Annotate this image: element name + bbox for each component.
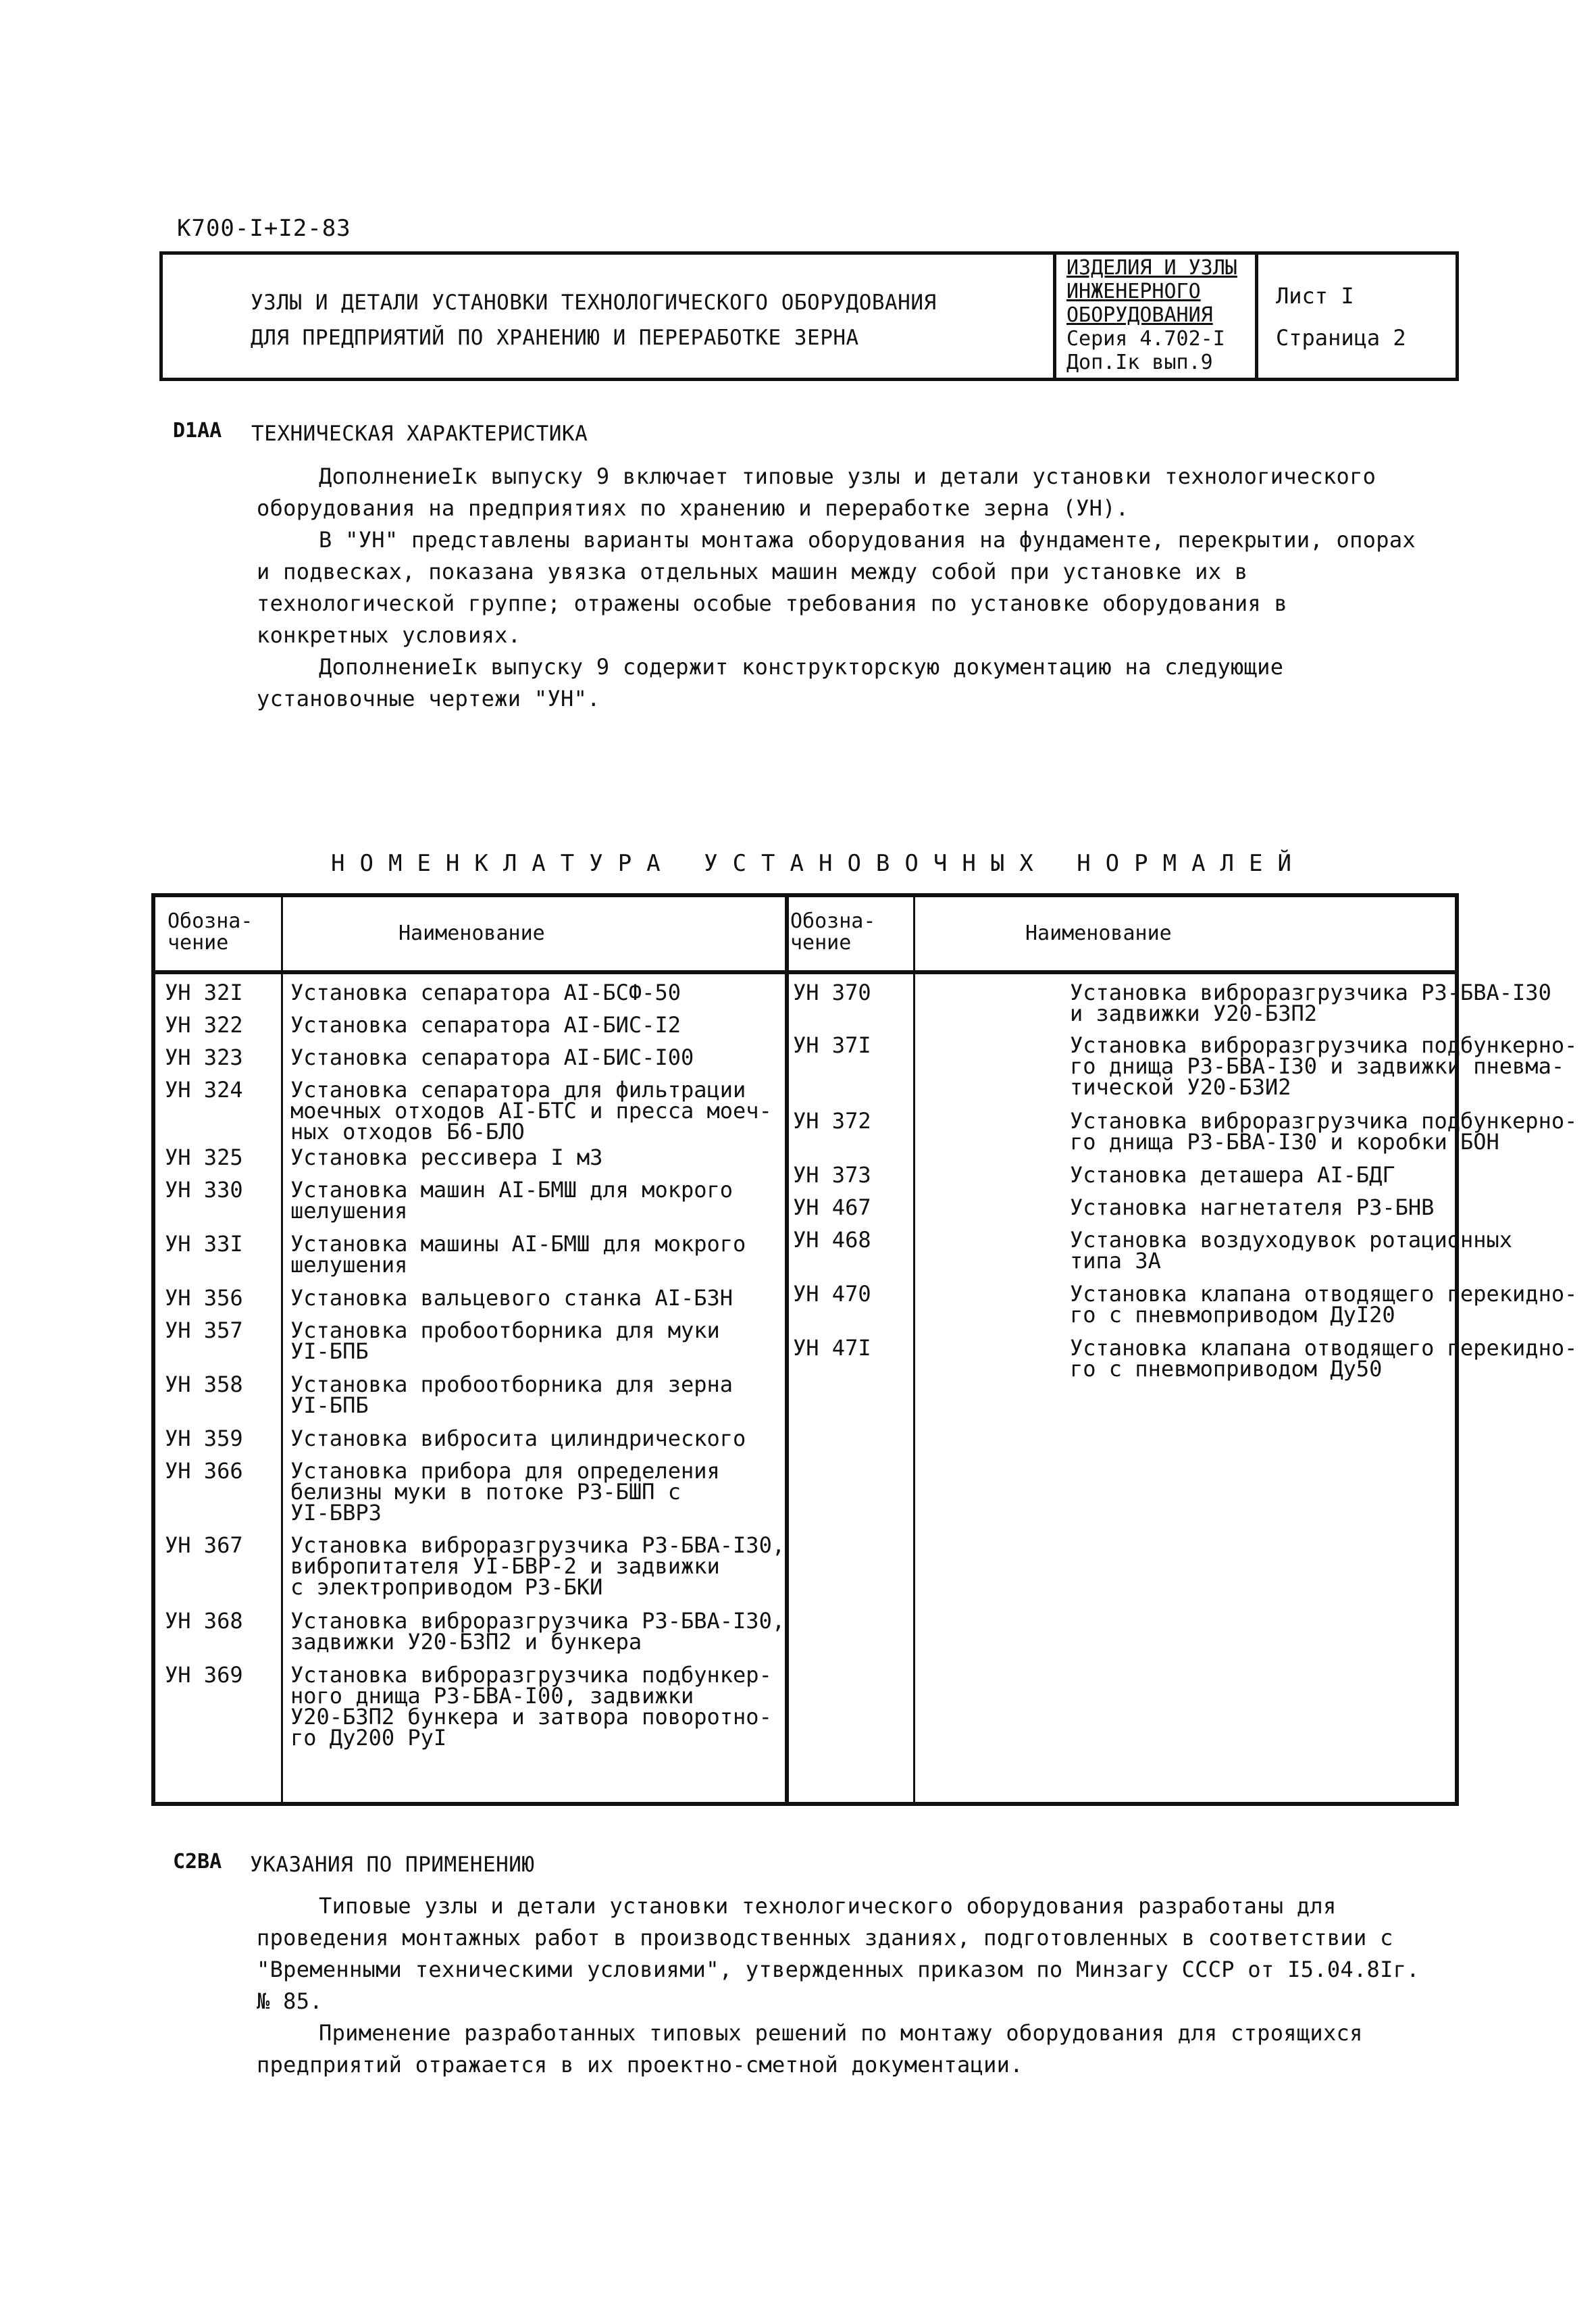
table-column-divider bbox=[913, 897, 915, 1802]
row-name: Установка деташера AI-БДГ bbox=[1070, 1162, 1395, 1188]
row-code: УН 359 bbox=[165, 1426, 243, 1451]
row-code: УН 32I bbox=[165, 980, 243, 1005]
row-code: УН 37I bbox=[793, 1032, 871, 1058]
row-name: Установка машины AI-БМШ для мокрого шелушения bbox=[290, 1231, 746, 1278]
column-header-code: Обозна- чение bbox=[168, 909, 253, 955]
paragraph: В "УН" представлены варианты монтажа оборудования на фундаменте, перекрытии, опорах и подвесках, показана увязка отдельных машин между собой при установке их в технологической группе; отражены особые требования по установке оборудования в конкретных условиях. bbox=[257, 527, 1416, 648]
document-code: К700-I+I2-83 bbox=[177, 215, 351, 242]
column-header-code: Обозна- чение bbox=[790, 909, 876, 955]
row-code: УН 357 bbox=[165, 1317, 243, 1343]
title-line-1: УЗЛЫ И ДЕТАЛИ УСТАНОВКИ ТЕХНОЛОГИЧЕСКОГО ОБОРУДОВАНИЯ bbox=[251, 291, 937, 315]
row-code: УН 468 bbox=[793, 1227, 871, 1253]
section-code: C2BA bbox=[173, 1850, 222, 1873]
section-heading: УКАЗАНИЯ ПО ПРИМЕНЕНИЮ bbox=[250, 1853, 535, 1877]
section-body bbox=[257, 461, 1432, 715]
table-column-divider bbox=[281, 897, 283, 1802]
paragraph: Типовые узлы и детали установки технологического оборудования разработаны для проведения монтажных работ в производственных зданиях, подготовленных в соответствии с "Временными техническими условиями", утвержденных приказом по Минзагу СССР от I5.04.8Iг. № 85. bbox=[257, 1893, 1420, 2014]
column-header-name: Наименование bbox=[1025, 922, 1172, 945]
category-line-2: ИНЖЕНЕРНОГО bbox=[1066, 280, 1201, 303]
table-header-rule bbox=[155, 970, 1455, 974]
paragraph: ДополнениеIк выпуску 9 включает типовые узлы и детали установки технологического оборудования на предприятиях по хранению и переработке зерна (УН). bbox=[257, 463, 1376, 521]
document-title bbox=[251, 285, 937, 355]
row-name: Установка сепаратора AI-БИС-I2 bbox=[290, 1012, 681, 1038]
paragraph: ДополнениеIк выпуску 9 содержит конструкторскую документацию на следующие установочные чертежи "УН". bbox=[257, 654, 1284, 711]
row-name: Установка прибора для определения белизны муки в потоке РЗ-БШП с УI-БВРЗ bbox=[290, 1458, 720, 1526]
row-name: Установка пробоотборника для зерна УI-БПБ bbox=[290, 1372, 733, 1418]
row-name: Установка виброразгрузчика подбункер- ного днища РЗ-БВА-I00, задвижки У20-БЗП2 бункера и затвора поворотно- го Ду200 РуI bbox=[290, 1662, 772, 1751]
title-line-2: ДЛЯ ПРЕДПРИЯТИЙ ПО ХРАНЕНИЮ И ПЕРЕРАБОТКЕ ЗЕРНА bbox=[251, 326, 859, 350]
row-name: Установка вибросита цилиндрического bbox=[290, 1426, 746, 1451]
section-heading: ТЕХНИЧЕСКАЯ ХАРАКТЕРИСТИКА bbox=[251, 422, 588, 446]
nomenclature-table bbox=[151, 893, 1578, 1806]
row-code: УН 330 bbox=[165, 1177, 243, 1203]
row-code: УН 325 bbox=[165, 1145, 243, 1170]
row-name: Установка клапана отводящего перекидно- го с пневмоприводом ДуI20 bbox=[1070, 1281, 1578, 1328]
table-center-divider bbox=[785, 897, 789, 1802]
row-code: УН 324 bbox=[165, 1077, 243, 1103]
row-code: УН 323 bbox=[165, 1045, 243, 1070]
issue-label: Доп.Iк вып.9 bbox=[1066, 351, 1213, 374]
header-divider bbox=[1255, 255, 1258, 378]
row-code: УН 373 bbox=[793, 1162, 871, 1188]
row-code: УН 358 bbox=[165, 1372, 243, 1397]
category-line-3: ОБОРУДОВАНИЯ bbox=[1066, 303, 1213, 327]
row-code: УН 372 bbox=[793, 1108, 871, 1134]
row-code: УН 369 bbox=[165, 1662, 243, 1688]
row-code: УН 356 bbox=[165, 1285, 243, 1311]
row-name: Установка виброразгрузчика подбункерно- го днища РЗ-БВА-I30 и задвижки пневма- тической У20-БЗИ2 bbox=[1070, 1032, 1578, 1100]
row-name: Установка пробоотборника для муки УI-БПБ bbox=[290, 1317, 720, 1364]
column-header-name: Наименование bbox=[398, 922, 545, 945]
page-number: Страница 2 bbox=[1276, 325, 1406, 351]
row-name: Установка виброразгрузчика подбункерно- го днища РЗ-БВА-I30 и коробки БОН bbox=[1070, 1108, 1578, 1155]
sheet-number: Лист I bbox=[1276, 283, 1354, 309]
row-name: Установка сепаратора AI-БСФ-50 bbox=[290, 980, 681, 1005]
row-name: Установка вальцевого станка AI-БЗН bbox=[290, 1285, 733, 1311]
row-code: УН 366 bbox=[165, 1458, 243, 1484]
row-name: Установка клапана отводящего перекидно- го с пневмоприводом Ду50 bbox=[1070, 1335, 1578, 1382]
row-name: Установка сепаратора для фильтрации моечных отходов AI-БТС и пресса моеч- ных отходов Б6-БЛО bbox=[290, 1077, 772, 1145]
row-name: Установка рессивера I м3 bbox=[290, 1145, 603, 1170]
row-name: Установка воздуходувок ротационных типа ЗА bbox=[1070, 1227, 1513, 1274]
row-name: Установка сепаратора AI-БИС-I00 bbox=[290, 1045, 694, 1070]
row-code: УН 322 bbox=[165, 1012, 243, 1038]
row-code: УН 470 bbox=[793, 1281, 871, 1307]
row-code: УН 367 bbox=[165, 1532, 243, 1558]
row-name: Установка нагнетателя РЗ-БНВ bbox=[1070, 1194, 1435, 1220]
header-divider bbox=[1053, 255, 1056, 378]
category-line-1: ИЗДЕЛИЯ И УЗЛЫ bbox=[1066, 256, 1237, 280]
row-code: УН 368 bbox=[165, 1608, 243, 1634]
row-code: УН 370 bbox=[793, 980, 871, 1005]
row-name: Установка виброразгрузчика РЗ-БВА-I30 и задвижки У20-БЗП2 bbox=[1070, 980, 1551, 1026]
row-code: УН 33I bbox=[165, 1231, 243, 1257]
row-name: Установка виброразгрузчика РЗ-БВА-I30, вибропитателя УI-БВР-2 и задвижки с электроприводом РЗ-БКИ bbox=[290, 1532, 786, 1600]
series-block bbox=[1066, 256, 1237, 374]
section-body bbox=[257, 1890, 1432, 2081]
row-code: УН 467 bbox=[793, 1194, 871, 1220]
row-name: Установка виброразгрузчика РЗ-БВА-I30, задвижки У20-БЗП2 и бункера bbox=[290, 1608, 786, 1655]
series-label: Серия 4.702-I bbox=[1066, 327, 1225, 351]
sheet-block bbox=[1276, 275, 1406, 359]
nomenclature-title: НОМЕНКЛАТУРА УСТАНОВОЧНЫХ НОРМАЛЕЙ bbox=[331, 850, 1306, 877]
row-name: Установка машин AI-БМШ для мокрого шелушения bbox=[290, 1177, 733, 1224]
section-code: D1AA bbox=[173, 419, 222, 443]
row-code: УН 47I bbox=[793, 1335, 871, 1361]
title-block bbox=[159, 251, 1459, 381]
paragraph: Применение разработанных типовых решений по монтажу оборудования для строящихся предприятий отражается в их проектно-сметной документации. bbox=[257, 2020, 1363, 2078]
